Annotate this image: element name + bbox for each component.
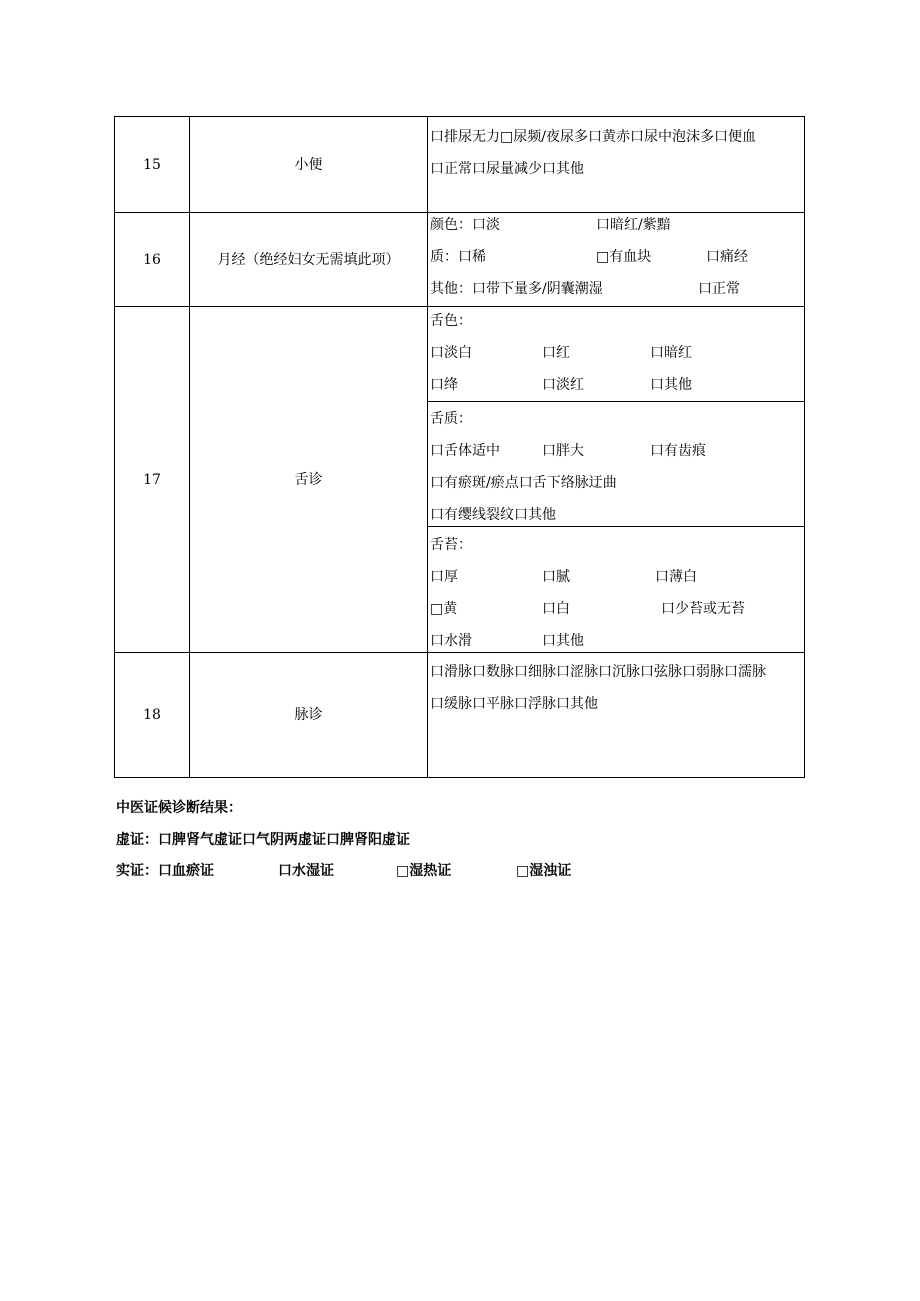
excess-syndrome-options [116, 864, 571, 878]
checkbox-option[interactable]: 口痛经 [706, 249, 748, 265]
checkbox-option[interactable]: 质：口稀 [430, 249, 486, 265]
table-row [115, 307, 805, 402]
row-label: 月经（绝经妇女无需填此项） [190, 213, 428, 307]
checkbox-option[interactable]: 口红 [542, 345, 570, 361]
checkbox-option[interactable]: 口排尿无力□尿频/夜尿多口黄赤口尿中泡沫多口便血 [430, 129, 756, 145]
table-row [115, 117, 805, 213]
checkbox-option[interactable]: 口水湿证 [278, 863, 334, 879]
checkbox-option[interactable]: 口厚 [430, 569, 458, 585]
table-row [115, 213, 805, 307]
checkbox-option[interactable]: 口绛 [430, 377, 458, 393]
row-label: 脉诊 [190, 653, 428, 778]
option-line [430, 508, 556, 522]
checkbox-option[interactable]: 口淡红 [542, 377, 584, 393]
option-line [430, 665, 766, 679]
row-options [428, 117, 805, 213]
row-options [428, 653, 805, 778]
option-line [430, 282, 740, 296]
table-row [115, 653, 805, 778]
checkbox-option[interactable]: 口其他 [650, 377, 692, 393]
option-line [430, 162, 584, 176]
checkbox-option[interactable]: 实证：口血瘀证 [116, 863, 214, 879]
option-line [430, 476, 617, 490]
checkbox-option[interactable]: 口有齿痕 [650, 443, 706, 459]
checkbox-option[interactable]: 口水滑 [430, 633, 472, 649]
checkbox-option[interactable]: 口其他 [542, 633, 584, 649]
checkbox-option[interactable]: 口正常 [698, 281, 740, 297]
checkbox-option[interactable]: 口舌体适中 [430, 443, 500, 459]
option-line [430, 444, 706, 458]
tongue-coating-section [428, 527, 805, 653]
option-line [430, 378, 692, 392]
checkbox-option[interactable]: 口淡白 [430, 345, 472, 361]
row-number: 17 [115, 307, 190, 653]
checkbox-option[interactable]: 口腻 [542, 569, 570, 585]
checkbox-option[interactable]: 口有缨线裂纹口其他 [430, 507, 556, 523]
form-table [114, 116, 805, 778]
section-title: 舌苔： [430, 537, 472, 553]
checkbox-option[interactable]: 口正常口尿量减少口其他 [430, 161, 584, 177]
checkbox-option[interactable]: 口少苔或无苔 [661, 601, 745, 617]
checkbox-option[interactable]: 口薄白 [655, 569, 697, 585]
section-title: 舌色： [430, 313, 472, 329]
section-heading [430, 314, 472, 328]
checkbox-option[interactable]: 其他：口带下量多/阴囊潮湿 [430, 281, 603, 297]
row-label: 小便 [190, 117, 428, 213]
checkbox-option[interactable]: 口暗红/紫黯 [596, 217, 671, 233]
checkbox-option[interactable]: □湿热证 [396, 863, 452, 879]
checkbox-option[interactable]: □湿浊证 [516, 863, 572, 879]
row-number: 15 [115, 117, 190, 213]
checkbox-option[interactable]: □黄 [430, 601, 458, 617]
checkbox-option[interactable]: 口白 [542, 601, 570, 617]
row-label: 舌诊 [190, 307, 428, 653]
checkbox-option[interactable]: □有血块 [596, 249, 652, 265]
section-heading [430, 412, 472, 426]
option-line [430, 602, 745, 616]
option-line [430, 570, 697, 584]
checkbox-option[interactable]: 口滑脉口数脉口细脉口涩脉口沉脉口弦脉口弱脉口濡脉 [430, 664, 766, 680]
option-line [430, 346, 692, 360]
tongue-color-section [428, 307, 805, 402]
section-title: 舌质： [430, 411, 472, 427]
diagnosis-title: 中医证候诊断结果： [116, 800, 242, 816]
option-line [430, 634, 584, 648]
checkbox-option[interactable]: 口暗红 [650, 345, 692, 361]
checkbox-option[interactable]: 颜色：口淡 [430, 217, 500, 233]
section-heading [430, 538, 472, 552]
option-line [430, 218, 671, 232]
checkbox-option[interactable]: 口胖大 [542, 443, 584, 459]
option-line [430, 250, 748, 264]
option-line [430, 697, 598, 711]
row-options [428, 213, 805, 307]
row-number: 18 [115, 653, 190, 778]
row-number: 16 [115, 213, 190, 307]
tongue-body-section [428, 402, 805, 527]
deficiency-syndrome-options[interactable]: 虚证：口脾肾气虚证口气阴两虚证口脾肾阳虚证 [116, 832, 410, 848]
option-line [430, 130, 756, 144]
checkbox-option[interactable]: 口有瘀斑/瘀点口舌下络脉迂曲 [430, 475, 617, 491]
checkbox-option[interactable]: 口缓脉口平脉口浮脉口其他 [430, 696, 598, 712]
